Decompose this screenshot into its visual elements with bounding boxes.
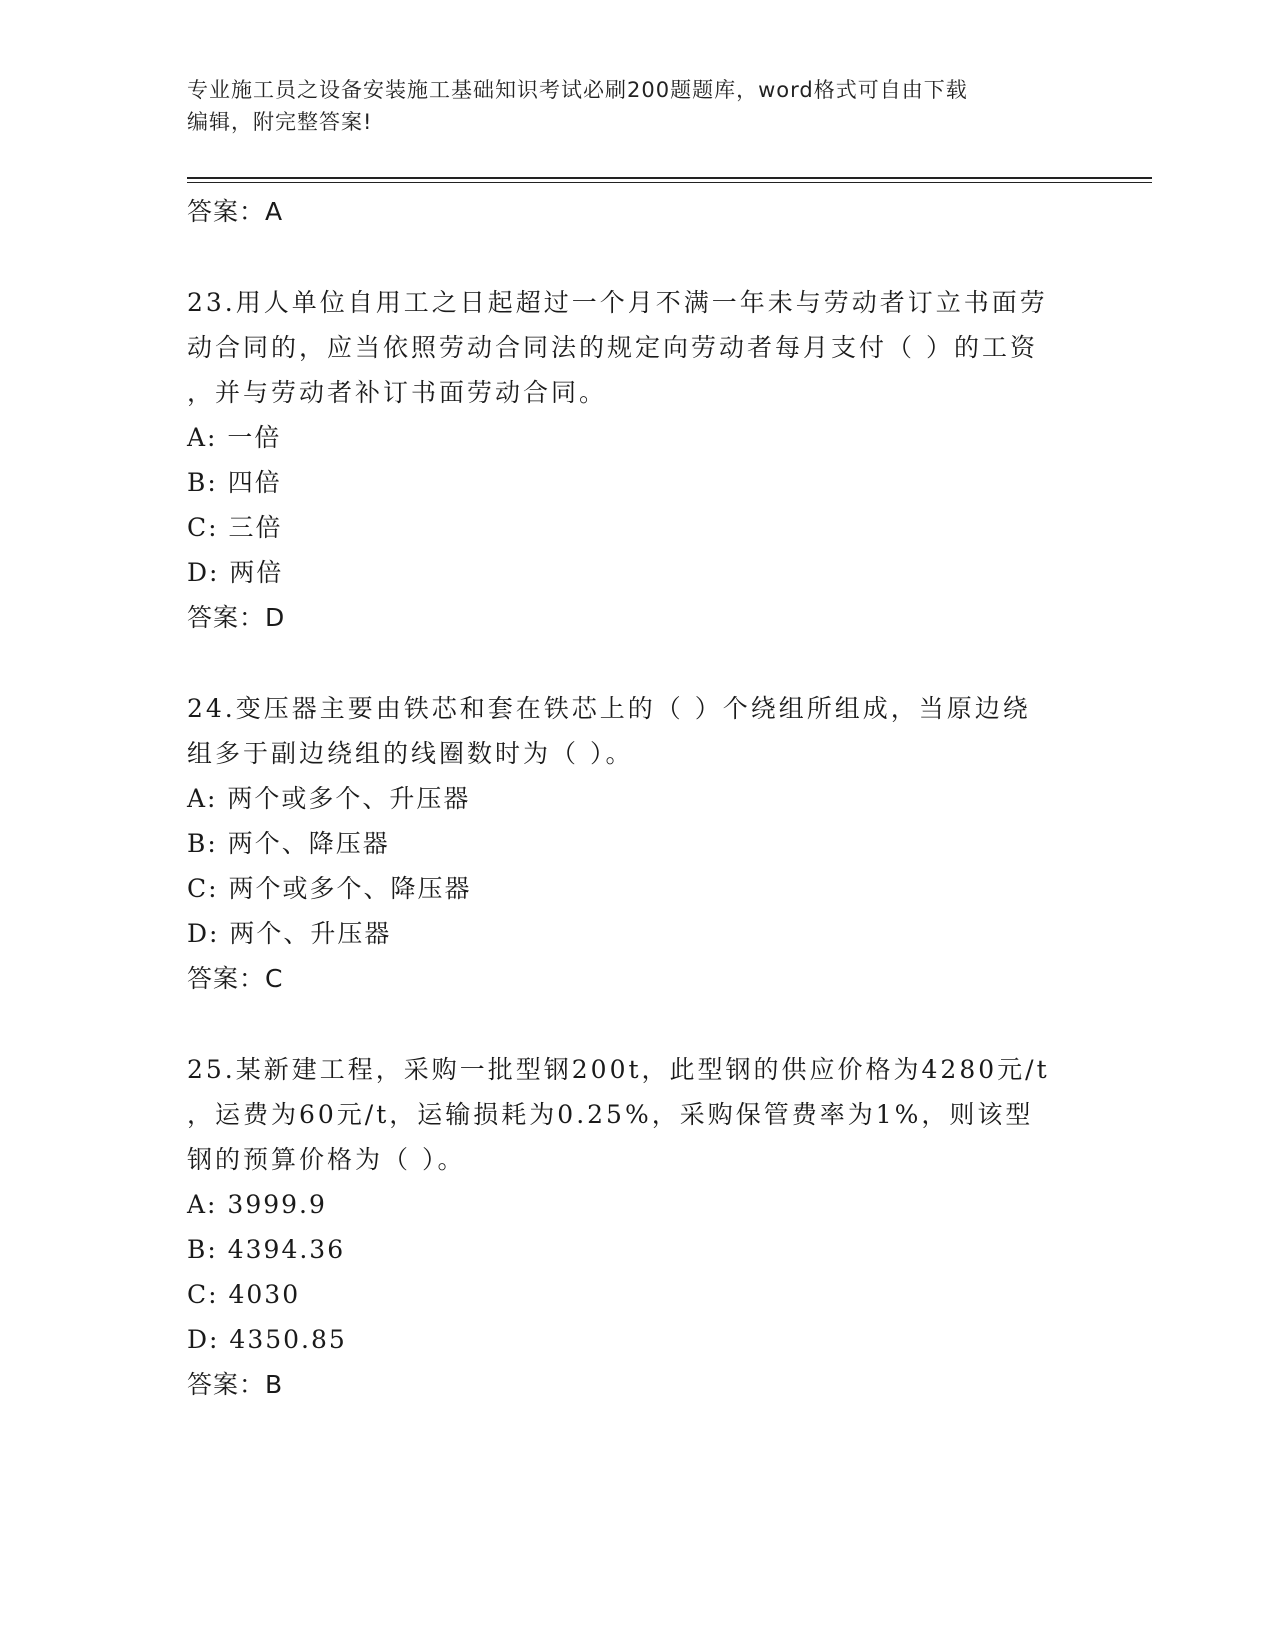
stem-line: ，并与劳动者补订书面劳动合同。 — [187, 378, 608, 407]
header-divider — [187, 177, 1152, 183]
header-title-line-1: 专业施工员之设备安装施工基础知识考试必刷200题题库，word格式可自由下载 — [187, 78, 968, 102]
header-title-line-2: 编辑，附完整答案! — [187, 110, 373, 134]
answer: 答案：B — [187, 1370, 284, 1399]
option-a: A: 3999.9 — [187, 1190, 327, 1219]
question-stem — [187, 1047, 1087, 1182]
question-23 — [187, 280, 1087, 640]
option-d: D: 4350.85 — [187, 1325, 347, 1354]
stem-line: 动合同的，应当依照劳动合同法的规定向劳动者每月支付（ ）的工资 — [187, 333, 1038, 362]
answer: 答案：C — [187, 964, 284, 993]
document-header — [187, 74, 1067, 138]
option-c: C: 两个或多个、降压器 — [187, 874, 472, 903]
stem-line: 24.变压器主要由铁芯和套在铁芯上的（ ）个绕组所组成，当原边绕 — [187, 694, 1031, 723]
stem-line: 23.用人单位自用工之日起超过一个月不满一年未与劳动者订立书面劳 — [187, 288, 1048, 317]
question-stem — [187, 686, 1087, 776]
previous-answer: 答案：A — [187, 197, 284, 226]
option-b: B: 4394.36 — [187, 1235, 346, 1264]
stem-line: 25.某新建工程，采购一批型钢200t，此型钢的供应价格为4280元/t — [187, 1055, 1050, 1084]
question-24 — [187, 686, 1087, 1001]
option-d: D: 两倍 — [187, 558, 284, 587]
question-list — [187, 189, 1087, 1407]
option-b: B: 两个、降压器 — [187, 829, 390, 858]
option-c: C: 4030 — [187, 1280, 301, 1309]
option-d: D: 两个、升压器 — [187, 919, 392, 948]
answer: 答案：D — [187, 603, 286, 632]
stem-line: 组多于副边绕组的线圈数时为（ ）。 — [187, 739, 634, 768]
stem-line: 钢的预算价格为（ ）。 — [187, 1145, 466, 1174]
option-a: A: 一倍 — [187, 423, 282, 452]
stem-line: ，运费为60元/t，运输损耗为0.25%，采购保管费率为1%，则该型 — [187, 1100, 1034, 1129]
option-a: A: 两个或多个、升压器 — [187, 784, 471, 813]
option-b: B: 四倍 — [187, 468, 282, 497]
option-c: C: 三倍 — [187, 513, 283, 542]
question-25 — [187, 1047, 1087, 1407]
question-stem — [187, 280, 1087, 415]
